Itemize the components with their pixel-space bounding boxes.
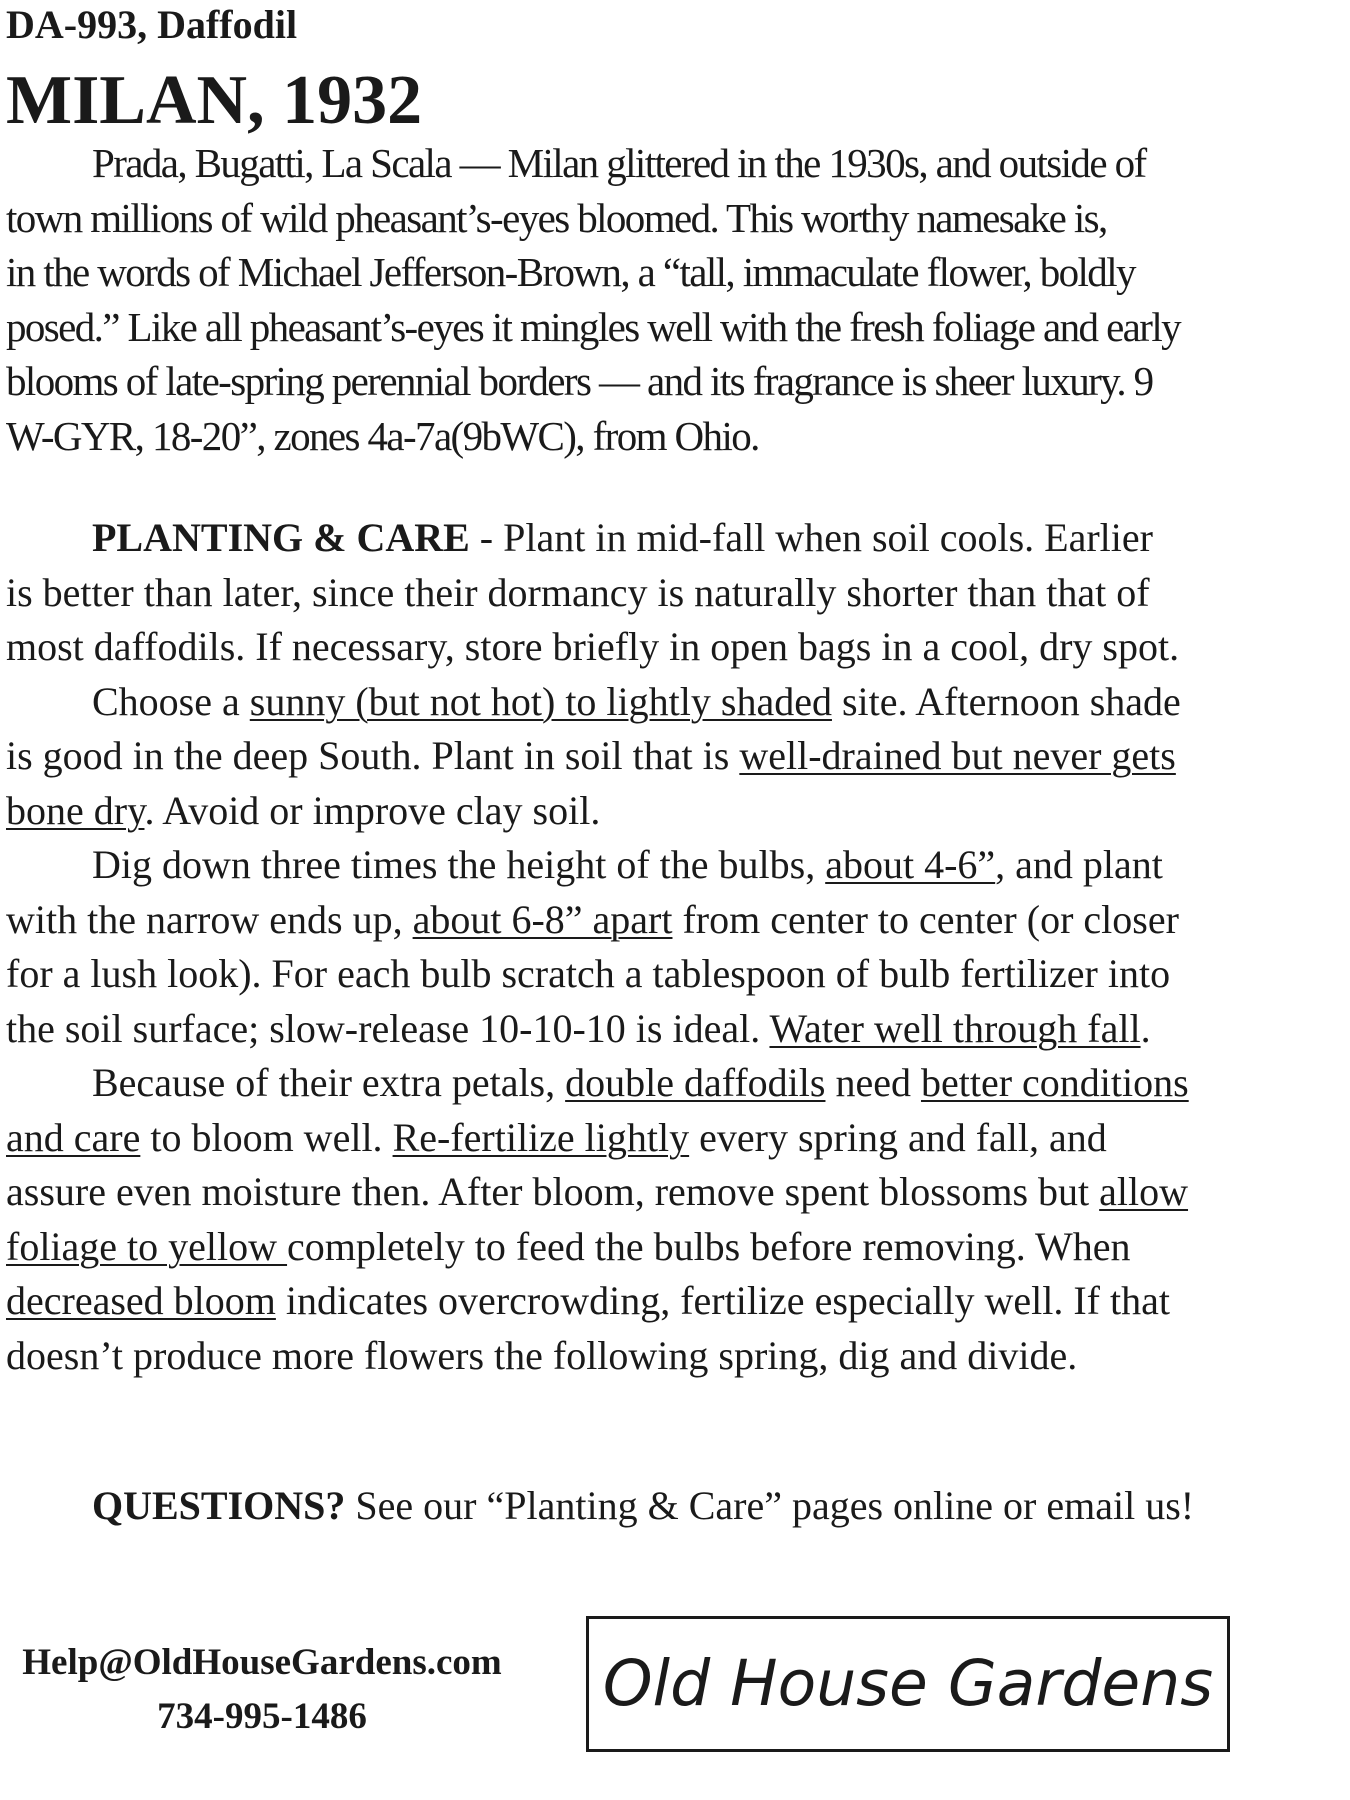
emphasis-double: double daffodils <box>565 1060 826 1105</box>
care-line: most daffodils. If necessary, store briefly in open bags in a cool, dry spot. <box>6 624 1180 669</box>
emphasis-depth: about 4-6” <box>825 842 996 887</box>
care-line: is good in the deep South. Plant in soil that is well-drained but never gets <box>6 733 1176 778</box>
description-line: town millions of wild pheasant’s-eyes bloomed. This worthy namesake is, <box>6 194 1107 241</box>
emphasis-water: Water well through fall <box>769 1005 1141 1051</box>
emphasis-spacing: about 6-8” apart <box>412 896 673 942</box>
care-heading: PLANTING & CARE <box>92 515 470 560</box>
care-line: decreased bloom indicates overcrowding, fertilize especially well. If that <box>6 1278 1170 1323</box>
care-line: Because of their extra petals, double daffodils need better conditions <box>92 1060 1189 1105</box>
emphasis-soil: bone dry <box>6 787 145 833</box>
variety-description <box>6 136 1180 463</box>
description-line: blooms of late-spring perennial borders — and its fragrance is sheer luxury. 9 <box>6 358 1153 404</box>
care-line: is better than later, since their dormancy is naturally shorter than that of <box>6 569 1150 615</box>
care-intro-line: PLANTING & CARE - Plant in mid-fall when soil cools. Earlier <box>92 515 1153 560</box>
emphasis-soil: well-drained but never gets <box>739 733 1176 778</box>
planting-care-section <box>6 511 1189 1383</box>
emphasis-bloom: decreased bloom <box>6 1278 276 1323</box>
contact-email[interactable]: Help@OldHouseGardens.com <box>22 1642 502 1683</box>
product-code: DA-993, Daffodil <box>6 2 298 47</box>
questions-line: QUESTIONS? See our “Planting & Care” pages online or email us! <box>92 1483 1195 1528</box>
care-line: bone dry. Avoid or improve clay soil. <box>6 787 601 833</box>
care-line: and care to bloom well. Re-fertilize lightly every spring and fall, and <box>6 1114 1107 1160</box>
brand-logo-wordmark <box>589 1619 1227 1749</box>
description-line: Prada, Bugatti, La Scala — Milan glittered in the 1930s, and outside of <box>92 140 1146 186</box>
emphasis-site: sunny (but not hot) to lightly shaded <box>249 678 832 724</box>
description-line: posed.” Like all pheasant’s-eyes it mingles well with the fresh foliage and early <box>6 303 1181 350</box>
contact-block <box>12 1636 512 1744</box>
care-line: Dig down three times the height of the bulbs, about 4-6”, and plant <box>92 842 1163 887</box>
questions-label: QUESTIONS? <box>92 1483 346 1528</box>
care-line: with the narrow ends up, about 6-8” apart from center to center (or closer <box>6 896 1179 942</box>
emphasis-foliage: allow <box>1099 1169 1189 1214</box>
care-line: assure even moisture then. After bloom, remove spent blossoms but allow <box>6 1169 1189 1214</box>
emphasis-conditions: and care <box>6 1114 141 1160</box>
description-line: W-GYR, 18-20”, zones 4a-7a(9bWC), from Ohio. <box>6 412 759 459</box>
brand-logo-text: Old House Gardens <box>602 1646 1214 1721</box>
emphasis-fertilize: Re-fertilize lightly <box>392 1114 690 1160</box>
page-title: MILAN, 1932 <box>6 62 423 139</box>
description-line: in the words of Michael Jefferson-Brown, a “tall, immaculate flower, boldly <box>6 249 1135 295</box>
care-line: Choose a sunny (but not hot) to lightly shaded site. Afternoon shade <box>92 678 1181 724</box>
care-line: foliage to yellow completely to feed the bulbs before removing. When <box>6 1223 1131 1269</box>
care-line: for a lush look). For each bulb scratch a tablespoon of bulb fertilizer into <box>6 951 1171 996</box>
care-line: the soil surface; slow-release 10-10-10 is ideal. Water well through fall. <box>6 1005 1151 1051</box>
emphasis-conditions: better conditions <box>920 1060 1189 1105</box>
brand-logo <box>586 1616 1230 1752</box>
emphasis-foliage: foliage to yellow <box>6 1223 288 1269</box>
contact-phone[interactable]: 734-995-1486 <box>157 1696 367 1737</box>
care-line: doesn’t produce more flowers the following spring, dig and divide. <box>6 1332 1078 1378</box>
